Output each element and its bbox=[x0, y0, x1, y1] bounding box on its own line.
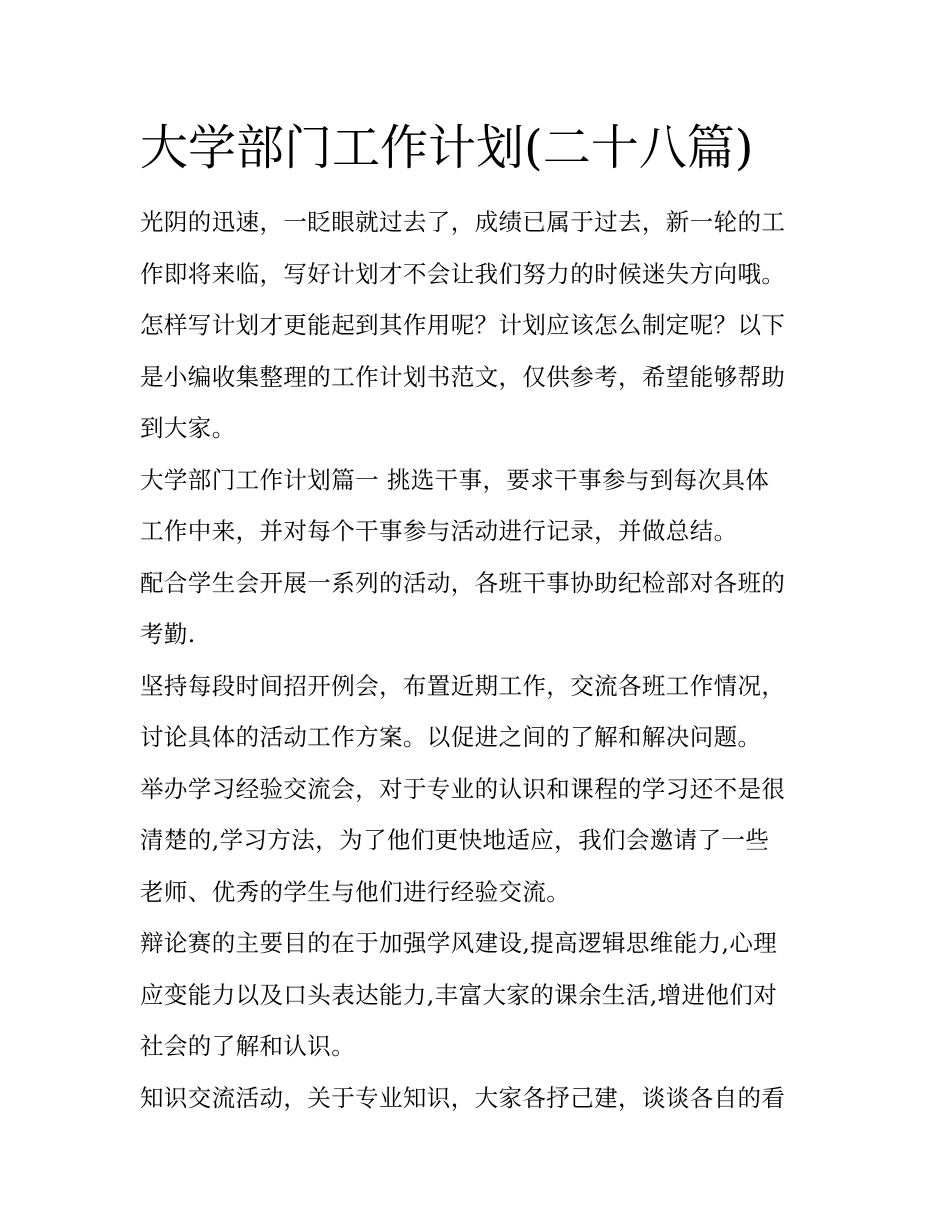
text-line: 知识交流活动，关于专业知识，大家各抒己建，谈谈各自的看 bbox=[140, 1083, 786, 1112]
text-line: 清楚的,学习方法，为了他们更快地适应，我们会邀请了一些 bbox=[140, 826, 770, 854]
text-line: 是小编收集整理的工作计划书范文，仅供参考，希望能够帮助 bbox=[140, 362, 786, 391]
text-line: 工作中来，并对每个干事参与活动进行记录，并做总结。 bbox=[140, 517, 738, 545]
text-line: 怎样写计划才更能起到其作用呢？计划应该怎么制定呢？以下 bbox=[140, 311, 786, 339]
text-line: 光阴的迅速，一眨眼就过去了，成绩已属于过去，新一轮的工 bbox=[140, 208, 786, 236]
text-line: 举办学习经验交流会，对于专业的认识和课程的学习还不是很 bbox=[140, 774, 786, 803]
document-title: 大学部门工作计划(二十八篇) bbox=[140, 120, 754, 176]
text-line: 辩论赛的主要目的在于加强学风建设,提高逻辑思维能力,心理 bbox=[140, 929, 778, 957]
text-line: 到大家。 bbox=[140, 414, 236, 442]
text-line: 大学部门工作计划篇一 挑选干事，要求干事参与到每次具体 bbox=[140, 465, 770, 494]
text-line: 考勤. bbox=[140, 620, 196, 648]
text-line: 坚持每段时间招开例会，布置近期工作，交流各班工作情况， bbox=[140, 671, 786, 700]
document-body bbox=[140, 197, 820, 1124]
text-line: 老师、优秀的学生与他们进行经验交流。 bbox=[140, 877, 571, 906]
text-line: 配合学生会开展一系列的活动，各班干事协助纪检部对各班的 bbox=[140, 568, 786, 597]
text-line: 作即将来临，写好计划才不会让我们努力的时候迷失方向哦。 bbox=[140, 259, 786, 288]
text-line: 社会的了解和认识。 bbox=[140, 1032, 356, 1060]
text-line: 应变能力以及口头表达能力,丰富大家的课余生活,增进他们对 bbox=[140, 980, 778, 1009]
text-line: 讨论具体的活动工作方案。以促进之间的了解和解决问题。 bbox=[140, 723, 762, 751]
